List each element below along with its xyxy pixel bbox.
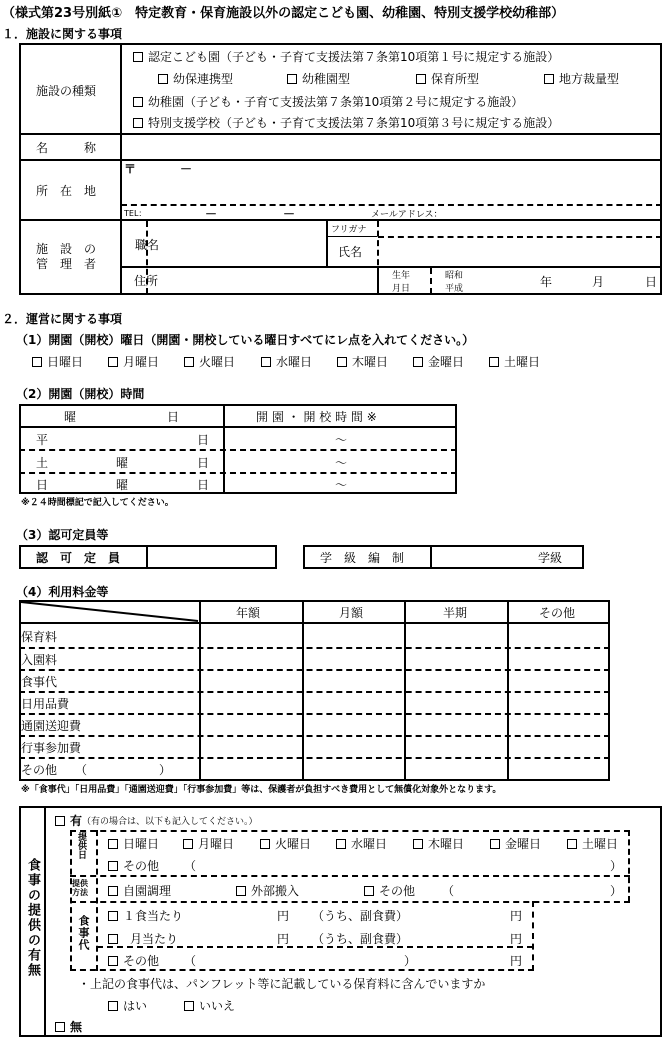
dashed-divider — [430, 268, 432, 294]
address-label: 所 在 地 — [36, 184, 97, 198]
cost-other[interactable] — [108, 952, 159, 969]
postal-mark: 〒 — [124, 162, 137, 176]
meals-no[interactable] — [55, 1018, 82, 1035]
open-days-heading: （1）開園（開校）曜日（開園・開校している曜日すべてにレ点を入れてください。） — [16, 333, 475, 347]
dashed-divider — [19, 647, 610, 649]
method-label: 自園調理 — [123, 884, 172, 898]
yen-label: 円 — [510, 909, 523, 923]
row-sun-3: 日 — [197, 478, 210, 492]
meals-yes[interactable] — [55, 812, 82, 829]
open-day-sun[interactable] — [32, 353, 83, 370]
manager-name-field[interactable] — [380, 238, 660, 265]
checkbox[interactable] — [337, 357, 347, 367]
furigana-label: フリガナ — [331, 225, 367, 235]
dashed-divider — [70, 901, 630, 903]
checkbox[interactable] — [108, 839, 118, 849]
checkbox[interactable] — [260, 839, 270, 849]
dashed-divider — [19, 691, 610, 693]
fee-row-label: 食事代 — [21, 675, 58, 689]
day-label: 土曜日 — [582, 837, 619, 851]
title-label: 職名 — [135, 238, 160, 252]
meal-day-sun[interactable] — [108, 835, 159, 852]
day-label: 土曜日 — [504, 355, 541, 369]
month-label: 月 — [592, 275, 605, 289]
col-divider — [377, 267, 379, 295]
sub-option-hoikusho[interactable] — [416, 70, 479, 87]
manager-label-line2: 管 理 者 — [36, 257, 97, 271]
manager-address-field[interactable] — [149, 268, 376, 293]
email-field[interactable] — [440, 205, 660, 218]
row-divider — [19, 622, 610, 624]
hours-note: ※２４時間標記で記入してください。 — [21, 498, 174, 508]
fee-row-label: その他 （ ） — [21, 763, 172, 777]
side-dish-per-month-field[interactable] — [420, 929, 508, 945]
checkbox[interactable] — [544, 74, 554, 84]
day-label: 金曜日 — [428, 355, 465, 369]
facility-option-yochien[interactable] — [133, 93, 523, 110]
dashed-divider — [19, 472, 457, 474]
fee-row-label: 日用品費 — [21, 697, 70, 711]
cost-other-label: その他 — [123, 954, 160, 968]
cost-per-month[interactable] — [108, 930, 178, 947]
dashed-divider — [628, 830, 630, 902]
manager-address-label: 住所 — [134, 274, 159, 288]
class-field[interactable] — [433, 547, 533, 567]
col-divider — [326, 220, 328, 267]
day-label: 月曜日 — [123, 355, 160, 369]
sub-option-yohorenkei[interactable] — [158, 70, 233, 87]
era-showa[interactable]: 昭和 — [445, 271, 464, 281]
open-day-tue[interactable] — [184, 353, 235, 370]
checkbox[interactable] — [287, 74, 297, 84]
method-in-house[interactable] — [108, 882, 171, 899]
option-label: 特別支援学校（子ども・子育て支援法第７条第10項第３号に規定する施設） — [148, 116, 560, 130]
method-label-1: 提供 — [72, 879, 88, 888]
dashed-divider — [532, 901, 534, 971]
dashed-divider — [19, 713, 610, 715]
facility-option-nintei[interactable] — [133, 48, 559, 65]
paren-open: （ — [184, 859, 197, 873]
facility-option-tokubetsu[interactable] — [133, 114, 559, 131]
cost-label: 食事代 — [77, 915, 90, 951]
checkbox[interactable] — [108, 956, 118, 966]
cost-other-field[interactable] — [200, 951, 400, 967]
open-hours-heading: （2）開園（開校）時間 — [16, 387, 145, 401]
checkbox[interactable] — [55, 816, 65, 826]
diagonal-header-line — [19, 600, 200, 623]
checkbox[interactable] — [364, 886, 374, 896]
answer-yes[interactable] — [108, 997, 147, 1014]
other-label: その他 — [123, 859, 160, 873]
postal-dash: － — [180, 162, 193, 176]
checkbox[interactable] — [108, 1001, 118, 1011]
address-field[interactable] — [123, 161, 660, 203]
cost-row-label: １食当たり — [123, 909, 184, 923]
method-other[interactable] — [364, 882, 415, 899]
method-external[interactable] — [236, 882, 299, 899]
method-label-2: 方法 — [72, 888, 88, 897]
checkbox[interactable] — [108, 357, 118, 367]
checkbox[interactable] — [158, 74, 168, 84]
day-label: 水曜日 — [276, 355, 313, 369]
capacity-heading: （3）認可定員等 — [16, 528, 109, 542]
label-divider — [120, 43, 122, 295]
row-sat-2: 曜 — [116, 456, 129, 470]
row-sun-2: 曜 — [116, 478, 129, 492]
cost-per-meal-field[interactable] — [190, 906, 275, 922]
meals-yes-note: （有の場合は、以下も記入してください。） — [82, 817, 258, 827]
meal-day-wed[interactable] — [336, 835, 387, 852]
checkbox[interactable] — [489, 357, 499, 367]
checkbox[interactable] — [55, 1022, 65, 1032]
meal-day-sat[interactable] — [567, 835, 618, 852]
meal-day-tue[interactable] — [260, 835, 311, 852]
manager-furigana-field[interactable] — [380, 221, 660, 235]
cost-row-label: 月当たり — [130, 932, 179, 946]
col-day-1: 曜 — [64, 410, 77, 424]
col-divider — [430, 545, 432, 569]
class-unit: 学級 — [538, 551, 563, 565]
manager-label-line1: 施 設 の — [36, 242, 97, 256]
checkbox[interactable] — [567, 839, 577, 849]
yen-label: 円 — [510, 932, 523, 946]
method-other-field[interactable] — [458, 882, 608, 898]
row-weekday-1: 平 — [36, 433, 49, 447]
checkbox[interactable] — [490, 839, 500, 849]
col-half: 半期 — [443, 606, 468, 620]
checkbox[interactable] — [184, 1001, 194, 1011]
class-label: 学 級 編 制 — [320, 551, 405, 565]
yen-label: 円 — [510, 954, 523, 968]
name-label-manager: 氏名 — [338, 245, 363, 259]
open-day-thu[interactable] — [337, 353, 388, 370]
side-dish-per-meal-field[interactable] — [420, 906, 508, 922]
paren-close: ） — [610, 884, 623, 898]
checkbox[interactable] — [413, 839, 423, 849]
dashed-divider — [70, 969, 534, 971]
col-annual: 年額 — [236, 606, 261, 620]
tel-label: TEL： — [124, 209, 147, 218]
row-weekday-3: 日 — [197, 433, 210, 447]
day-label: 水曜日 — [351, 837, 388, 851]
row-divider — [19, 133, 662, 135]
checkbox[interactable] — [108, 934, 118, 944]
section1-heading: １．施設に関する事項 — [2, 27, 123, 41]
method-label: 外部搬入 — [251, 884, 300, 898]
method-label: その他 — [379, 884, 416, 898]
included-question: ・上記の食事代は、パンフレット等に記載している保育料に含んでいますか — [78, 977, 486, 991]
fee-row-label: 行事参加費 — [21, 741, 82, 755]
row-sun-1: 日 — [36, 478, 49, 492]
checkbox[interactable] — [32, 357, 42, 367]
row-sat-3: 日 — [197, 456, 210, 470]
tel-dash-2: － — [283, 207, 296, 221]
dashed-divider — [96, 830, 98, 971]
day-label: 火曜日 — [199, 355, 236, 369]
form-title: （様式第23号別紙① 特定教育・保育施設以外の認定こども園、幼稚園、特別支援学校幼稚部） — [2, 6, 565, 21]
open-day-sat[interactable] — [489, 353, 540, 370]
yen-label: 円 — [277, 932, 290, 946]
side-dish-label: （うち、副食費） — [312, 932, 409, 946]
facility-type-label: 施設の種類 — [36, 84, 97, 98]
checkbox[interactable] — [133, 118, 143, 128]
option-label: 保育所型 — [431, 72, 480, 86]
row-divider — [327, 236, 377, 237]
option-label: 幼稚園型 — [302, 72, 351, 86]
col-divider — [44, 806, 46, 1037]
checkbox[interactable] — [183, 839, 193, 849]
answer-label: はい — [123, 999, 148, 1013]
day-label: 金曜日 — [505, 837, 542, 851]
day-label: 日曜日 — [47, 355, 84, 369]
method-label — [72, 879, 88, 897]
paren-close: ） — [404, 954, 417, 968]
fees-heading: （4）利用料金等 — [16, 585, 109, 599]
dashed-divider — [70, 830, 72, 971]
dashed-divider — [70, 830, 630, 832]
cost-per-meal[interactable] — [108, 907, 183, 924]
fee-row-label: 通園送迎費 — [21, 719, 82, 733]
day-label: 木曜日 — [428, 837, 465, 851]
checkbox[interactable] — [133, 97, 143, 107]
side-dish-label: （うち、副食費） — [312, 909, 409, 923]
dashed-divider — [19, 757, 610, 759]
checkbox[interactable] — [108, 911, 118, 921]
checkbox[interactable] — [108, 886, 118, 896]
option-label: 地方裁量型 — [559, 72, 620, 86]
day-label: 月曜日 — [198, 837, 235, 851]
day-label: 日曜日 — [123, 837, 160, 851]
row-sat-1: 土 — [36, 456, 49, 470]
dob-label-2: 月日 — [392, 284, 411, 294]
email-label: メールアドレス： — [371, 210, 443, 220]
answer-no[interactable] — [184, 997, 235, 1014]
checkbox[interactable] — [416, 74, 426, 84]
weekday-hours[interactable]: ～ — [335, 433, 348, 447]
fee-row-label: 入園料 — [21, 653, 58, 667]
paren-close: ） — [610, 859, 623, 873]
fees-note: ※「食事代」「日用品費」「通園送迎費」「行事参加費」等は、保護者が負担すべき費用として無償化対象外となります。 — [21, 785, 502, 795]
open-day-fri[interactable] — [413, 353, 464, 370]
col-divider — [146, 545, 148, 569]
checkbox[interactable] — [236, 886, 246, 896]
sunday-hours[interactable]: ～ — [335, 478, 348, 492]
saturday-hours[interactable]: ～ — [335, 456, 348, 470]
yes-label: 有 — [70, 814, 83, 828]
dashed-divider — [19, 735, 610, 737]
yen-label: 円 — [277, 909, 290, 923]
checkbox[interactable] — [133, 52, 143, 62]
name-label: 名 称 — [36, 141, 97, 155]
day-label: 日 — [645, 275, 658, 289]
dob-label-1: 生年 — [392, 271, 411, 281]
era-heisei[interactable]: 平成 — [445, 284, 464, 294]
dashed-divider — [70, 875, 630, 877]
fee-row-label: 保育料 — [21, 630, 58, 644]
year-label: 年 — [540, 275, 553, 289]
checkbox[interactable] — [108, 861, 118, 871]
day-label: 木曜日 — [352, 355, 389, 369]
open-day-mon[interactable] — [108, 353, 159, 370]
cost-per-month-field[interactable] — [190, 929, 275, 945]
capacity-field[interactable] — [149, 547, 275, 567]
col-day-2: 日 — [167, 410, 180, 424]
meal-day-thu[interactable] — [413, 835, 464, 852]
answer-label: いいえ — [199, 999, 236, 1013]
name-field[interactable] — [123, 136, 660, 158]
col-monthly: 月額 — [339, 606, 364, 620]
manager-title-field[interactable] — [149, 221, 325, 265]
checkbox[interactable] — [261, 357, 271, 367]
capacity-label: 認 可 定 員 — [36, 551, 121, 565]
sub-option-chihosairyo[interactable] — [544, 70, 619, 87]
checkbox[interactable] — [184, 357, 194, 367]
no-label: 無 — [70, 1020, 83, 1034]
checkbox[interactable] — [336, 839, 346, 849]
col-hours: 開 園 ・ 開 校 時 間 ※ — [256, 410, 377, 424]
sub-option-yochien[interactable] — [287, 70, 350, 87]
paren-open: （ — [442, 884, 455, 898]
checkbox[interactable] — [413, 357, 423, 367]
dashed-divider — [19, 669, 610, 671]
open-day-wed[interactable] — [261, 353, 312, 370]
section2-heading: ２．運営に関する事項 — [2, 312, 123, 326]
option-label: 幼保連携型 — [173, 72, 234, 86]
tel-dash-1: － — [205, 207, 218, 221]
dashed-divider — [19, 449, 457, 451]
meal-day-other-field[interactable] — [200, 857, 610, 873]
meal-day-other[interactable] — [108, 857, 159, 874]
day-label: 火曜日 — [275, 837, 312, 851]
option-label: 認定こども園（子ども・子育て支援法第７条第10項第１号に規定する施設） — [148, 50, 560, 64]
meal-day-fri[interactable] — [490, 835, 541, 852]
paren-open: （ — [184, 954, 197, 968]
meals-side-label: 食事の提供の有無 — [25, 858, 40, 978]
option-label: 幼稚園（子ども・子育て支援法第７条第10項第２号に規定する施設） — [148, 95, 524, 109]
meal-day-mon[interactable] — [183, 835, 234, 852]
col-other: その他 — [539, 606, 576, 620]
tel-field[interactable] — [140, 205, 360, 218]
row-divider — [19, 426, 457, 428]
provide-days-label: 提供日 — [76, 832, 86, 859]
